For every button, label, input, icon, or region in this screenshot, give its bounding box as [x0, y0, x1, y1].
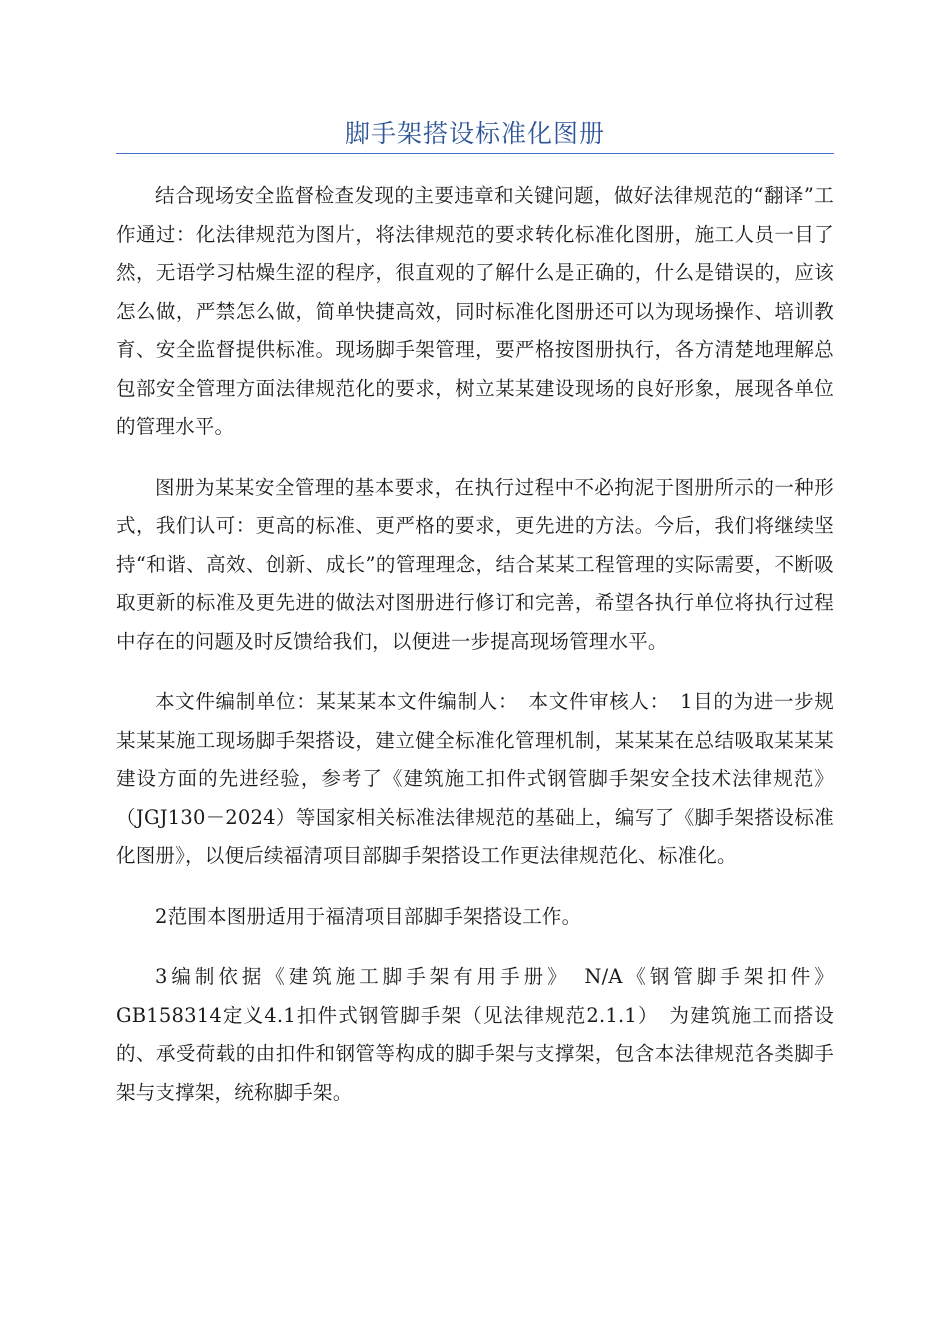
paragraph-scope: 2范围本图册适用于福清项目部脚手架搭设工作。 [155, 904, 582, 928]
paragraph-requirements: 图册为某某安全管理的基本要求，在执行过程中不必拘泥于图册所示的一种形式，我们认可：更高的标准、更严格的要求，更先进的方法。今后，我们将继续坚持“和谐、高效、创新、成长”的管理理念，结合某某工程管理的实际需要，不断吸取更新的标准及更先进的做法对图册进行修订和完善，希望各执行单位将执行过程中存在的问题及时反馈给我们，以便进一步提高现场管理水平。 [116, 475, 834, 653]
paragraph-intro: 结合现场安全监督检查发现的主要违章和关键问题，做好法律规范的“翻译”工作通过：化法律规范为图片，将法律规范的要求转化标准化图册，施工人员一目了然，无语学习枯燥生涩的程序，很直观的了解什么是正确的，什么是错误的，应该怎么做，严禁怎么做，简单快捷高效，同时标准化图册还可以为现场操作、培训教育、安全监督提供标准。现场脚手架管理，要严格按图册执行，各方清楚地理解总包部安全管理方面法律规范化的要求，树立某某建设现场的良好形象，展现各单位的管理水平。 [116, 184, 834, 438]
paragraph-basis: 3编制依据《建筑施工脚手架有用手册》 N/A《钢管脚手架扣件》GB158314定义4.1扣件式钢管脚手架（见法律规范2.1.1） 为建筑施工而搭设的、承受荷载的由扣件和钢管等构成的脚手架与支撑架，包含本法律规范各类脚手架与支撑架，统称脚手架。 [116, 965, 834, 1104]
document-title: 脚手架搭设标准化图册 [344, 119, 605, 148]
title-underline [116, 153, 834, 154]
paragraph-purpose: 本文件编制单位：某某某本文件编制人： 本文件审核人： 1目的为进一步规某某某施工现场脚手架搭设，建立健全标准化管理机制，某某某在总结吸取某某某建设方面的先进经验，参考了《建筑施工扣件式钢管脚手架安全技术法律规范》（JGJ130－2024）等国家相关标准法律规范的基础上，编写了《脚手架搭设标准化图册》，以便后续福清项目部脚手架搭设工作更法律规范化、标准化。 [116, 690, 834, 867]
document-body [116, 177, 834, 1134]
